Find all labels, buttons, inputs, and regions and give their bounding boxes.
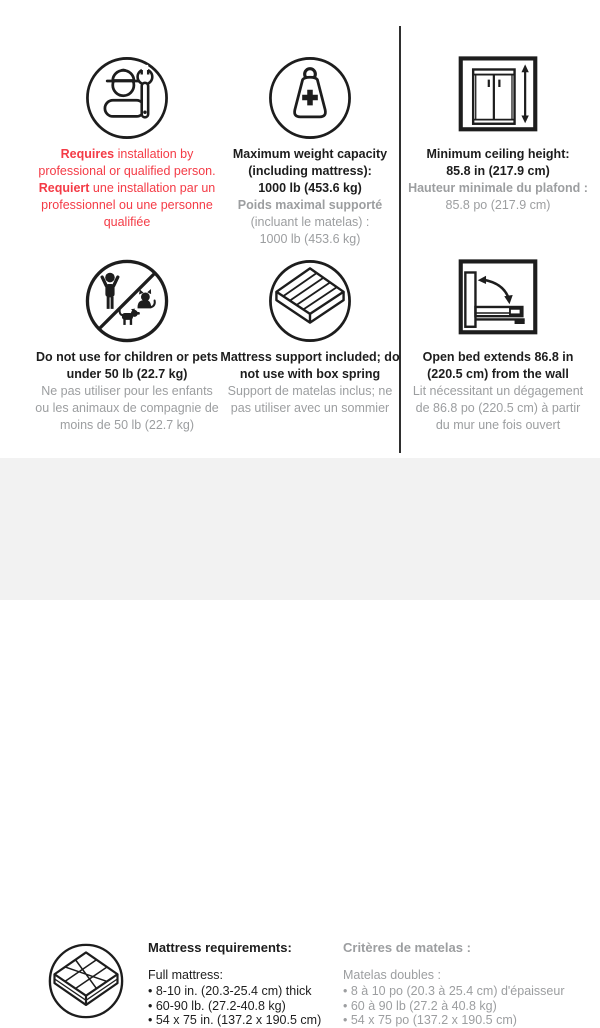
openbed-text-line: Lit nécessitant un dégagement — [412, 384, 584, 398]
support-text-line: pas utiliser avec un sommier — [230, 401, 390, 415]
installation-text-line: professionnel ou une personne — [41, 198, 213, 212]
openbed-text-line: de 86.8 po (220.5 cm) à partir — [415, 401, 581, 415]
ceiling-text-line: Minimum ceiling height: — [426, 147, 570, 161]
band-bullet-fr: • 60 à 90 lb (27.2 à 40.8 kg) — [343, 999, 565, 1014]
spec-cell-ceiling — [402, 52, 594, 214]
support-text-line: Support de matelas inclus; ne — [227, 384, 393, 398]
weight-text-line: 1000 lb (453.6 kg) — [258, 181, 362, 195]
band-subheading-fr: Matelas doubles : — [343, 968, 441, 982]
band-bullet-fr: • 8 à 10 po (20.3 à 25.4 cm) d'épaisseur — [343, 984, 565, 999]
band-bullet-en: • 54 x 75 in. (137.2 x 190.5 cm) — [148, 1013, 321, 1028]
band-bullet-fr: • 54 x 75 po (137.2 x 190.5 cm) — [343, 1013, 565, 1028]
open-bed-clearance-icon — [452, 255, 544, 347]
weight-text-line: 1000 lb (453.6 kg) — [259, 232, 361, 246]
children-text-line: Do not use for children or pets — [36, 350, 218, 364]
spec-cell-support — [220, 255, 400, 417]
no-children-pets-icon — [81, 255, 173, 347]
ceiling-text-line: 85.8 in (217.9 cm) — [446, 164, 550, 178]
band-subheading-en: Full mattress: — [148, 968, 224, 982]
mattress-support-icon — [264, 255, 356, 347]
max-weight-icon — [264, 52, 356, 144]
mattress-icon — [44, 939, 128, 1023]
installation-text-line: professional or qualified person. — [38, 164, 216, 178]
weight-text-line: (incluant le matelas) : — [250, 215, 370, 229]
ceiling-height-icon — [452, 52, 544, 144]
installation-text-line: qualifiée — [103, 215, 151, 229]
installer-wrench-icon — [81, 52, 173, 144]
spec-cell-installation — [17, 52, 237, 231]
openbed-text-line: du mur une fois ouvert — [435, 418, 561, 432]
installation-text-line: Requires installation by — [60, 147, 194, 161]
openbed-text-line: Open bed extends 86.8 in — [422, 350, 574, 364]
mattress-requirements-fr — [343, 940, 565, 1028]
weight-text-line: Poids maximal supporté — [237, 198, 383, 212]
band-bullet-en: • 60-90 lb. (27.2-40.8 kg) — [148, 999, 321, 1014]
spec-cell-children-pets — [17, 255, 237, 434]
band-heading-en: Mattress requirements: — [148, 940, 292, 955]
openbed-text-line: (220.5 cm) from the wall — [427, 367, 569, 381]
weight-text-line: Maximum weight capacity — [232, 147, 388, 161]
weight-text-line: (including mattress): — [248, 164, 372, 178]
children-text-line: ou les animaux de compagnie de — [35, 401, 219, 415]
spec-cell-weight — [225, 52, 395, 248]
band-bullet-en: • 8-10 in. (20.3-25.4 cm) thick — [148, 984, 321, 999]
mattress-requirements-en — [148, 940, 321, 1028]
spec-cell-openbed — [402, 255, 594, 434]
band-heading-fr: Critères de matelas : — [343, 940, 471, 955]
children-text-line: Ne pas utiliser pour les enfants — [41, 384, 213, 398]
installation-text-line: Requiert une installation par un — [38, 181, 216, 195]
ceiling-text-line: Hauteur minimale du plafond : — [408, 181, 588, 195]
children-text-line: moins de 50 lb (22.7 kg) — [59, 418, 195, 432]
children-text-line: under 50 lb (22.7 kg) — [66, 367, 188, 381]
support-text-line: Mattress support included; do — [220, 350, 400, 364]
vertical-divider — [399, 26, 401, 453]
mattress-requirements-band — [0, 458, 600, 1028]
support-text-line: not use with box spring — [239, 367, 381, 381]
ceiling-text-line: 85.8 po (217.9 cm) — [445, 198, 551, 212]
